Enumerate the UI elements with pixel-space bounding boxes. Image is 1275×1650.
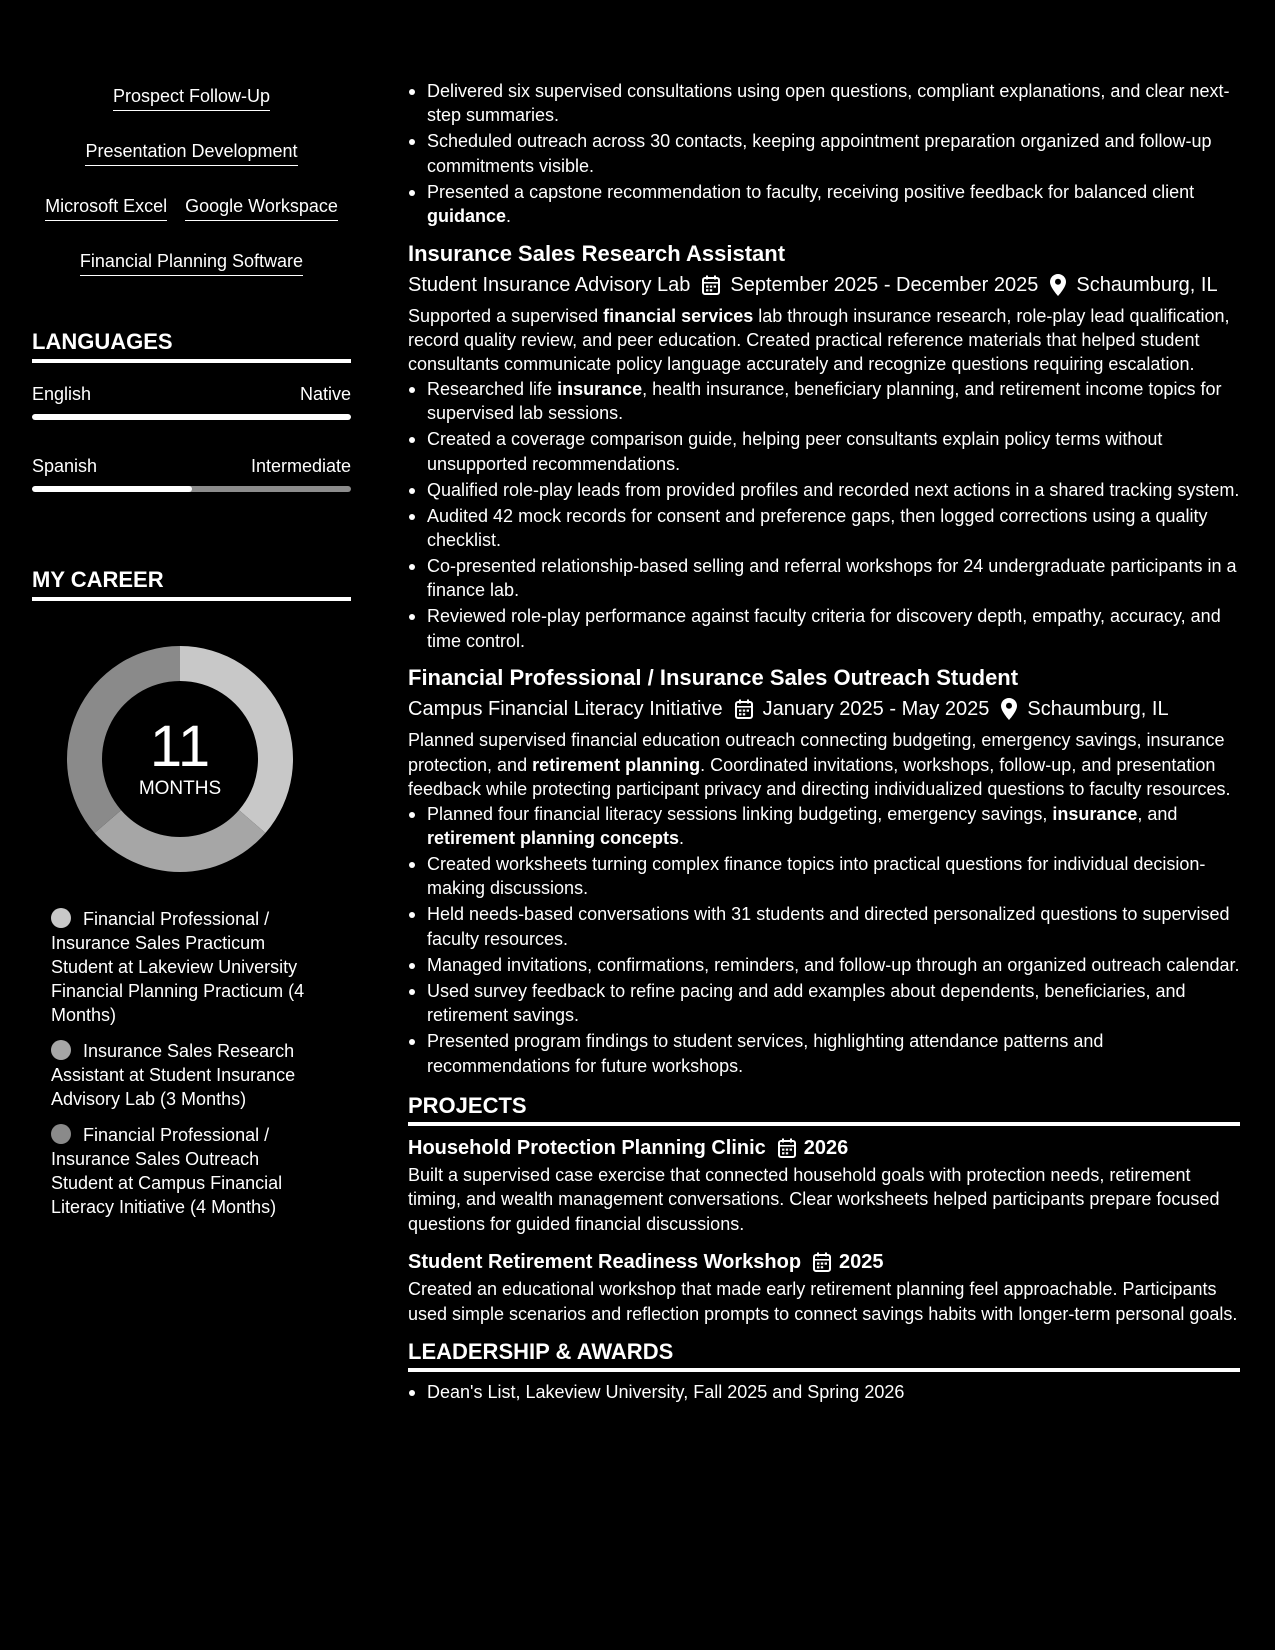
career-legend [51, 907, 326, 1219]
awards-section [408, 1338, 1240, 1404]
calendar-icon [702, 275, 720, 295]
job-title: Insurance Sales Research Assistant [408, 240, 786, 266]
skill-tag: Financial Planning Software [80, 249, 303, 276]
projects-heading: PROJECTS [408, 1092, 1240, 1126]
career-legend-label: Financial Professional / Insurance Sales Practicum Student at Lakeview University Financial Planning Practicum (4 Months) [51, 909, 305, 1025]
job-title: Financial Professional / Insurance Sales Outreach Student [408, 665, 1019, 691]
career-total-value: 11 [149, 714, 211, 779]
language-level: Native [299, 384, 351, 404]
projects-section [408, 1092, 1240, 1326]
project-year: 2025 [839, 1251, 884, 1274]
bullet-item: Reviewed role-play performance against faculty criteria for discovery depth, empathy, accuracy, and time control. [408, 604, 1240, 653]
job-location: Schaumburg, IL [1027, 698, 1169, 721]
language-level: Intermediate [250, 456, 351, 476]
job-dates: September 2025 - December 2025 [730, 273, 1039, 296]
language-proficiency-bar [32, 486, 351, 492]
sidebar [32, 84, 351, 1231]
bullet-item: Used survey feedback to refine pacing and add examples about dependents, beneficiaries, and retirement savings. [408, 979, 1240, 1028]
skill-tag: Presentation Development [85, 139, 297, 166]
language-item [32, 382, 351, 420]
language-proficiency-bar [32, 414, 351, 420]
bullet-item: Scheduled outreach across 30 contacts, keeping appointment preparation organized and follow-up commitments visible. [408, 129, 1240, 178]
job-company: Campus Financial Literacy Initiative [408, 698, 723, 721]
bullet-item: Created worksheets turning complex finance topics into practical questions for individual decision-making discussions. [408, 852, 1240, 901]
bullet-item: Created a coverage comparison guide, helping peer consultants explain policy terms without unsupported recommendations. [408, 427, 1240, 476]
project-description: Built a supervised case exercise that connected household goals with protection needs, retirement timing, and wealth management conversations. Clear worksheets helped participants prepare focused questions for guided financial discussions. [408, 1164, 1220, 1234]
job-entry [408, 239, 1240, 654]
bullet-item: Co-presented relationship-based selling and referral workshops for 24 undergraduate participants in a finance lab. [408, 554, 1240, 603]
language-item [32, 454, 351, 492]
job-summary: Supported a supervised financial services lab through insurance research, role-play lead qualification, record quality review, and peer education. Created practical reference materials that helped student consultants communicate policy language accurately and recognize questions requiring escalation. [408, 305, 1230, 375]
career-donut-chart [66, 645, 294, 873]
languages-heading: LANGUAGES [32, 328, 351, 363]
bullet-item: Held needs-based conversations with 31 students and directed personalized questions to supervised faculty resources. [408, 902, 1240, 951]
legend-dot-icon [51, 1124, 71, 1144]
job-summary: Planned supervised financial education outreach connecting budgeting, emergency savings, insurance protection, and retirement planning. Coordinated invitations, workshops, follow-up, and presentation feedback while protecting participant privacy and directing individualized questions to faculty resources. [408, 730, 1231, 800]
project-entry [408, 1134, 1240, 1236]
career-legend-item [51, 907, 326, 1027]
career-legend-item [51, 1123, 326, 1219]
map-pin-icon [1050, 274, 1066, 296]
award-item: Dean's List, Lakeview University, Fall 2025 and Spring 2026 [408, 1380, 1240, 1404]
career-heading: MY CAREER [32, 566, 351, 601]
languages-section [32, 328, 351, 492]
awards-heading: LEADERSHIP & AWARDS [408, 1338, 1240, 1372]
job-company: Student Insurance Advisory Lab [408, 273, 691, 296]
job-meta [408, 271, 1240, 299]
skill-tag: Prospect Follow-Up [113, 84, 270, 111]
calendar-icon [778, 1138, 796, 1158]
project-title: Student Retirement Readiness Workshop [408, 1251, 802, 1274]
language-proficiency-fill [32, 414, 351, 420]
bullet-item: Planned four financial literacy sessions linking budgeting, emergency savings, insurance, and retirement planning concepts. [408, 802, 1240, 851]
language-proficiency-fill [32, 486, 192, 492]
main-content [408, 79, 1240, 1406]
bullet-item: Audited 42 mock records for consent and preference gaps, then logged corrections using a quality checklist. [408, 504, 1240, 553]
bullet-item: Managed invitations, confirmations, reminders, and follow-up through an organized outreach calendar. [408, 953, 1240, 977]
job-bullets [408, 802, 1240, 1078]
career-legend-label: Insurance Sales Research Assistant at Student Insurance Advisory Lab (3 Months) [51, 1041, 296, 1109]
bullet-item: Qualified role-play leads from provided profiles and recorded next actions in a shared tracking system. [408, 478, 1240, 502]
experience-continued-bullets [408, 79, 1240, 229]
career-section [32, 566, 351, 1219]
bullet-item: Delivered six supervised consultations using open questions, compliant explanations, and clear next-step summaries. [408, 79, 1240, 128]
job-bullets [408, 377, 1240, 653]
calendar-icon [735, 699, 753, 719]
job-entry [408, 663, 1240, 1078]
career-legend-item [51, 1039, 326, 1111]
job-location: Schaumburg, IL [1076, 273, 1218, 296]
project-description: Created an educational workshop that made early retirement planning feel approachable. Participants used simple scenarios and reflection prompts to connect savings habits with longer-term personal goals. [408, 1279, 1238, 1324]
language-name: Spanish [32, 456, 98, 476]
bullet-item: Presented a capstone recommendation to faculty, receiving positive feedback for balanced client guidance. [408, 180, 1240, 229]
project-entry [408, 1248, 1240, 1326]
legend-dot-icon [51, 908, 71, 928]
career-legend-label: Financial Professional / Insurance Sales Outreach Student at Campus Financial Literacy Initiative (4 Months) [51, 1125, 283, 1217]
skill-tag: Microsoft Excel [45, 194, 167, 221]
project-year: 2026 [803, 1136, 849, 1159]
career-total-unit: MONTHS [138, 778, 222, 799]
awards-list [408, 1380, 1240, 1404]
calendar-icon [813, 1252, 831, 1272]
job-dates: January 2025 - May 2025 [762, 698, 990, 721]
skill-tag: Google Workspace [185, 194, 338, 221]
map-pin-icon [1001, 698, 1017, 720]
language-name: English [32, 384, 92, 404]
project-title: Household Protection Planning Clinic [408, 1136, 766, 1159]
job-meta [408, 695, 1240, 723]
bullet-item: Researched life insurance, health insurance, beneficiary planning, and retirement income topics for supervised lab sessions. [408, 377, 1240, 426]
skills-list [32, 84, 351, 276]
bullet-item: Presented program findings to student services, highlighting attendance patterns and recommendations for future workshops. [408, 1029, 1240, 1078]
legend-dot-icon [51, 1040, 71, 1060]
